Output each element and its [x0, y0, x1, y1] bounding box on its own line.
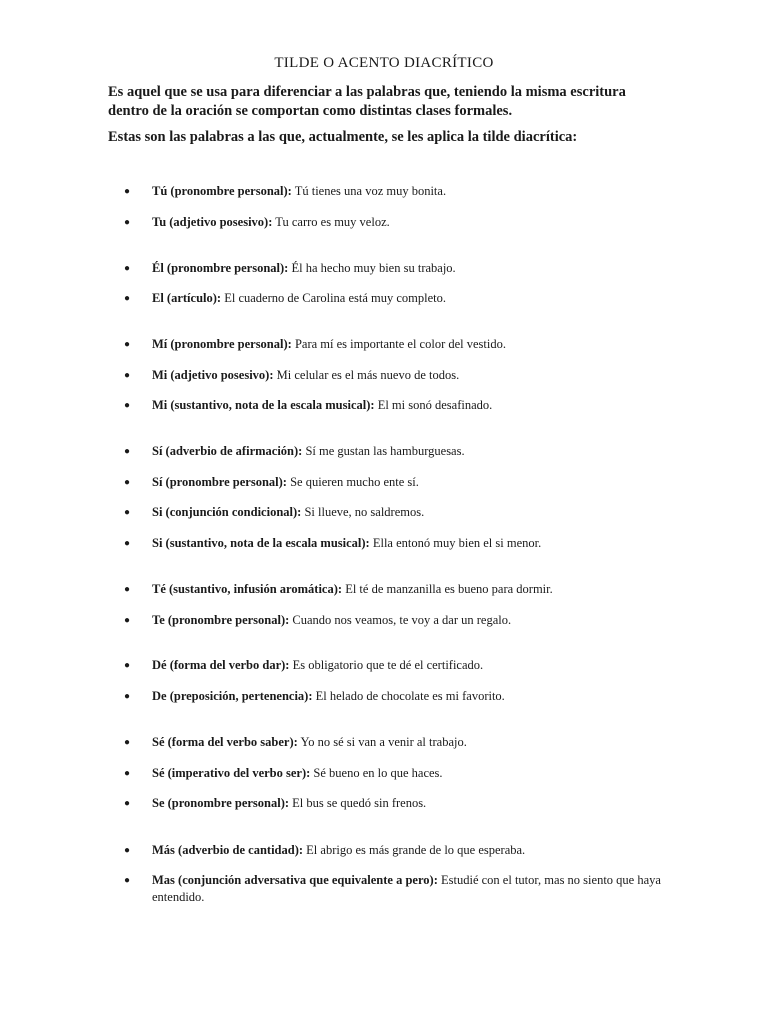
bullet-icon: ● — [124, 875, 131, 886]
list-item — [124, 214, 668, 231]
list-item-text — [152, 795, 672, 812]
list-item — [124, 657, 668, 674]
bullet-icon: ● — [124, 186, 131, 197]
list-item-term: Mi (sustantivo, nota de la escala musical): — [152, 398, 375, 412]
list-item-text — [152, 397, 672, 414]
list-item-term: Sí (pronombre personal): — [152, 475, 287, 489]
list-item-example: Sí me gustan las hamburguesas. — [302, 444, 465, 458]
list-item-term: Más (adverbio de cantidad): — [152, 843, 304, 857]
bullet-icon: ● — [124, 845, 131, 856]
list-item-term: Dé (forma del verbo dar): — [152, 658, 290, 672]
list-item-text — [152, 581, 672, 598]
list-item — [124, 688, 668, 705]
list-item-text — [152, 504, 672, 521]
bullet-icon: ● — [124, 446, 131, 457]
intro-list-lead: Estas son las palabras a las que, actualmente, se les aplica la tilde diacrítica: — [108, 129, 578, 145]
list-item-term: Sé (forma del verbo saber): — [152, 735, 298, 749]
list-item-example: Tu carro es muy veloz. — [272, 215, 390, 229]
list-item-example: Para mí es importante el color del vestido. — [291, 337, 506, 351]
list-item-term: Mas (conjunción adversativa que equivalente a pero): — [152, 873, 438, 887]
list-item-text — [152, 290, 672, 307]
list-item — [124, 765, 668, 782]
list-item-text — [152, 657, 672, 674]
list-item — [124, 581, 668, 598]
list-item — [124, 795, 668, 812]
list-item-term: El (artículo): — [152, 291, 222, 305]
list-item-example: Sé bueno en lo que haces. — [310, 766, 443, 780]
list-item-example: Ella entonó muy bien el si menor. — [369, 536, 542, 550]
list-item-term: Sí (adverbio de afirmación): — [152, 444, 303, 458]
list-item-term: Él (pronombre personal): — [152, 261, 289, 275]
list-item-text — [152, 688, 672, 705]
list-item-text — [152, 765, 672, 782]
list-item — [124, 183, 668, 200]
list-item-example: Tú tienes una voz muy bonita. — [291, 184, 447, 198]
bullet-icon: ● — [124, 768, 131, 779]
list-item-text — [152, 367, 672, 384]
bullet-icon: ● — [124, 737, 131, 748]
list-item-example: Estudié con el tutor, mas no siento que haya entendido. — [152, 873, 661, 904]
bullet-icon: ● — [124, 217, 131, 228]
list-item-term: Té (sustantivo, infusión aromática): — [152, 582, 343, 596]
list-item-text — [152, 535, 672, 552]
list-item-term: Tu (adjetivo posesivo): — [152, 215, 273, 229]
list-item — [124, 290, 668, 307]
list-item-term: Si (conjunción condicional): — [152, 505, 302, 519]
list-item — [124, 612, 668, 629]
list-item — [124, 872, 668, 906]
list-item-text — [152, 842, 672, 859]
list-item-example: El bus se quedó sin frenos. — [289, 796, 427, 810]
list-item-text — [152, 474, 672, 491]
bullet-icon: ● — [124, 263, 131, 274]
list-item-text — [152, 872, 672, 906]
bullet-icon: ● — [124, 370, 131, 381]
list-item-text — [152, 214, 672, 231]
list-item — [124, 260, 668, 277]
list-item-text — [152, 443, 672, 460]
list-item-example: El té de manzanilla es bueno para dormir. — [342, 582, 553, 596]
list-item-example: Cuando nos veamos, te voy a dar un regalo. — [289, 613, 512, 627]
intro-paragraph: Es aquel que se usa para diferenciar a las palabras que, teniendo la misma escritura dentro de la oración se comportan como distintas clases formales. — [108, 84, 626, 119]
list-item-term: Se (pronombre personal): — [152, 796, 290, 810]
list-item-example: Se quieren mucho ente sí. — [286, 475, 419, 489]
list-item-term: Sé (imperativo del verbo ser): — [152, 766, 311, 780]
list-item — [124, 367, 668, 384]
list-item-example: Si llueve, no saldremos. — [301, 505, 425, 519]
list-item-text — [152, 260, 672, 277]
bullet-icon: ● — [124, 798, 131, 809]
list-item-term: Si (sustantivo, nota de la escala musical): — [152, 536, 370, 550]
bullet-icon: ● — [124, 293, 131, 304]
list-item-example: Mi celular es el más nuevo de todos. — [273, 368, 460, 382]
bullet-icon: ● — [124, 400, 131, 411]
list-item — [124, 474, 668, 491]
list-item-example: Es obligatorio que te dé el certificado. — [289, 658, 484, 672]
bullet-icon: ● — [124, 477, 131, 488]
bullet-icon: ● — [124, 339, 131, 350]
list-item-text — [152, 336, 672, 353]
list-item-text — [152, 612, 672, 629]
list-item-term: Te (pronombre personal): — [152, 613, 290, 627]
list-item — [124, 397, 668, 414]
bullet-icon: ● — [124, 615, 131, 626]
list-item-example: Él ha hecho muy bien su trabajo. — [288, 261, 456, 275]
list-item-term: Tú (pronombre personal): — [152, 184, 292, 198]
list-item-example: El cuaderno de Carolina está muy completo. — [221, 291, 447, 305]
list-item — [124, 734, 668, 751]
list-item-term: De (preposición, pertenencia): — [152, 689, 313, 703]
list-item — [124, 336, 668, 353]
list-item-example: El abrigo es más grande de lo que esperaba. — [303, 843, 526, 857]
list-item-example: El helado de chocolate es mi favorito. — [312, 689, 505, 703]
bullet-icon: ● — [124, 584, 131, 595]
bullet-icon: ● — [124, 538, 131, 549]
bullet-icon: ● — [124, 691, 131, 702]
list-item-text — [152, 183, 672, 200]
page-title: TILDE O ACENTO DIACRÍTICO — [274, 55, 494, 71]
list-item — [124, 504, 668, 521]
list-item — [124, 842, 668, 859]
list-item-term: Mi (adjetivo posesivo): — [152, 368, 274, 382]
list-item — [124, 443, 668, 460]
list-item-text — [152, 734, 672, 751]
list-item-example: El mi sonó desafinado. — [374, 398, 493, 412]
list-item-example: Yo no sé si van a venir al trabajo. — [297, 735, 467, 749]
bullet-icon: ● — [124, 660, 131, 671]
list-item-term: Mí (pronombre personal): — [152, 337, 292, 351]
list-item — [124, 535, 668, 552]
bullet-icon: ● — [124, 507, 131, 518]
